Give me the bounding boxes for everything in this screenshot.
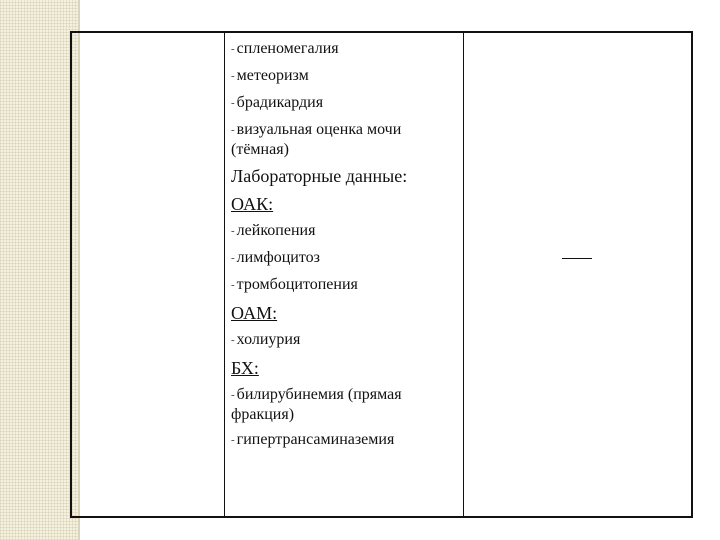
empty-cell-dash [562,258,592,259]
list-item-thrombocytopenia: - тромбоцитопения [231,276,358,293]
lab-data-heading: Лабораторные данные: [231,166,408,186]
bullet-dash: - [231,434,235,446]
list-item-splenomegaly: - спленомегалия [231,40,339,57]
bullet-dash: - [231,97,235,109]
bullet-dash: - [231,252,235,264]
bullet-dash: - [231,225,235,237]
list-item-urine: - визуальная оценка мочи (тёмная) [231,121,402,158]
bullet-dash: - [231,124,235,136]
oam-heading: ОАМ: [231,303,278,323]
bullet-dash: - [231,389,235,401]
findings-cell [231,39,463,457]
list-item-bradycardia: - брадикардия [231,94,324,111]
oak-heading: ОАК: [231,194,274,214]
list-item-leukopenia: - лейкопения [231,222,316,239]
list-item-choluria: - холиурия [231,331,301,348]
bullet-dash: - [231,279,235,291]
bullet-dash: - [231,43,235,55]
column-divider-2 [463,33,464,516]
list-item-meteorism: - метеоризм [231,67,309,84]
list-item-hypertransaminasemia: - гипертрансаминаземия [231,431,395,448]
bx-heading: БХ: [231,358,259,378]
bullet-dash: - [231,334,235,346]
bullet-dash: - [231,70,235,82]
decorative-side-strip [0,0,78,540]
list-item-bilirubinemia: - билирубинемия (прямая фракция) [231,386,402,423]
table [70,31,693,518]
column-divider-1 [224,33,225,516]
list-item-lymphocytosis: - лимфоцитоз [231,249,320,266]
